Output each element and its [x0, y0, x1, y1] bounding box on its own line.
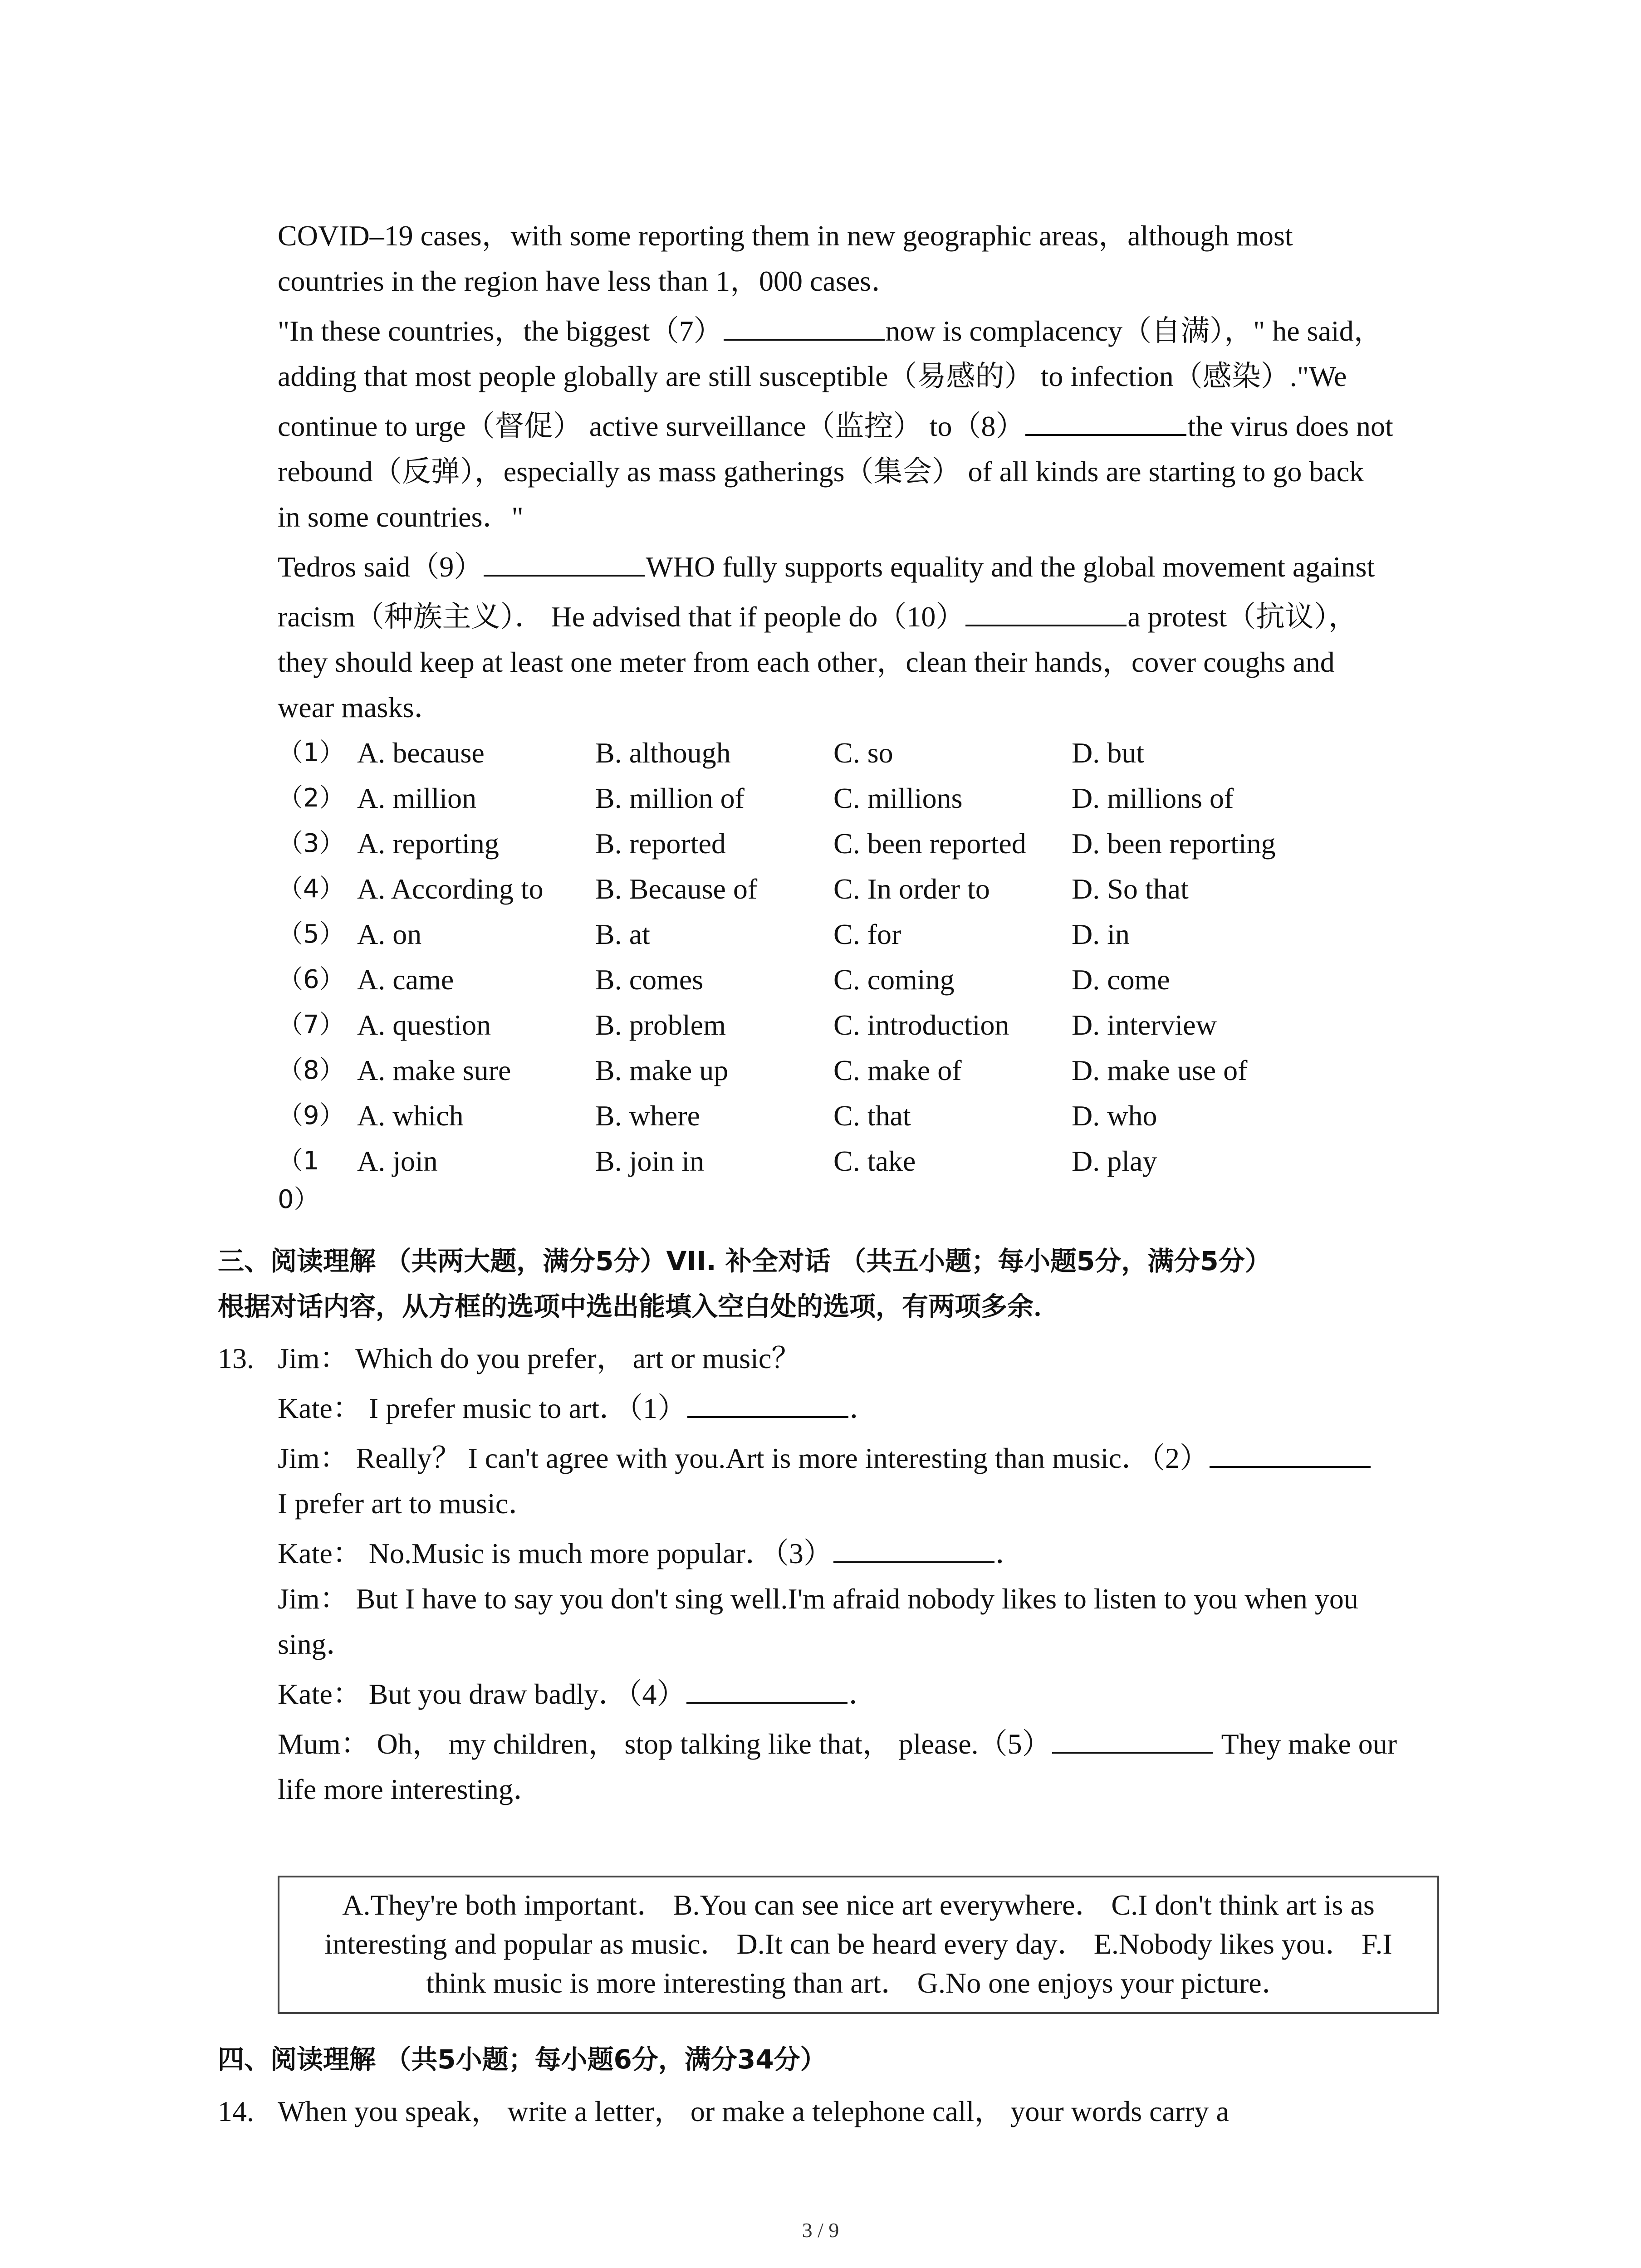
option-c[interactable]: C. make of [833, 1054, 962, 1086]
passage-line: Tedros said（9） WHO fully supports equality and the global movement against [278, 544, 1375, 590]
blank-9[interactable] [484, 549, 645, 577]
option-d[interactable]: D. been reporting [1072, 827, 1276, 860]
option-d[interactable]: D. come [1072, 963, 1170, 996]
option-c[interactable]: C. take [833, 1145, 916, 1177]
option-row: （9） A. which B. where C. that D. who [278, 1093, 1457, 1139]
dialogue-line: Kate： But you draw badly．（4） ． [278, 1672, 877, 1717]
passage-line: rebound（反弹），especially as mass gatherings（集会） of all kinds are starting to go back [278, 455, 1364, 488]
option-b[interactable]: B. at [595, 918, 650, 950]
option-a[interactable]: A. which [357, 1100, 464, 1132]
option-d[interactable]: D. So that [1072, 873, 1189, 905]
blank-7[interactable] [724, 313, 885, 341]
option-a[interactable]: A. because [357, 737, 485, 769]
option-c[interactable]: C. been reported [833, 827, 1026, 860]
passage-line: adding that most people globally are still susceptible（易感的） to infection（感染）."We [278, 360, 1347, 392]
option-a[interactable]: A. join [357, 1145, 438, 1177]
passage-line: in some countries．" [278, 501, 524, 533]
passage-line: continue to urge（督促） active surveillance（监控） to（8） the virus does not [278, 404, 1393, 449]
option-c[interactable]: C. for [833, 918, 901, 950]
blank-2[interactable] [1210, 1441, 1371, 1468]
blank-8[interactable] [1025, 409, 1186, 436]
blank-10[interactable] [965, 599, 1127, 626]
option-row: （6） A. came B. comes C. coming D. come [278, 957, 1457, 1002]
option-b[interactable]: B. join in [595, 1145, 705, 1177]
dialogue-line: Jim： But I have to say you don't sing well.I'm afraid nobody likes to listen to you when you [278, 1583, 1358, 1615]
blank-3[interactable] [833, 1536, 994, 1563]
option-c[interactable]: C. millions [833, 782, 963, 814]
option-d[interactable]: D. make use of [1072, 1054, 1248, 1086]
option-b[interactable]: B. although [595, 737, 731, 769]
option-b[interactable]: B. make up [595, 1054, 729, 1086]
option-b[interactable]: B. million of [595, 782, 745, 814]
question-text: When you speak， write a letter， or make a telephone call， your words carry a [278, 2095, 1229, 2127]
dialogue-line: sing． [278, 1628, 355, 1660]
question-number: 14. [218, 2095, 254, 2127]
passage-line: wear masks． [278, 691, 443, 723]
answer-options-box: A.They're both important． B.You can see nice art everywhere． C.I don't think art is as interesting and popular as music． D.It can be heard every day． E.Nobody likes you． F.I think music is more interesting than art． G.No one enjoys your picture． [278, 1876, 1439, 2014]
option-a[interactable]: A. make sure [357, 1054, 511, 1086]
option-row: （1 A. join B. join in C. take D. play [278, 1139, 1457, 1184]
option-b[interactable]: B. where [595, 1100, 700, 1132]
option-row: （8） A. make sure B. make up C. make of D. make use of [278, 1048, 1457, 1093]
blank-4[interactable] [686, 1677, 847, 1704]
dialogue-line: life more interesting． [278, 1773, 542, 1805]
option-a[interactable]: A. According to [357, 873, 544, 905]
option-d[interactable]: D. who [1072, 1100, 1157, 1132]
question-number: 13. [218, 1342, 254, 1374]
option-a[interactable]: A. million [357, 782, 477, 814]
page-number: 3 / 9 [802, 2219, 839, 2242]
option-c[interactable]: C. In order to [833, 873, 990, 905]
dialogue-line: Jim： Really？ I can't agree with you.Art is more interesting than music．（2） [278, 1436, 1372, 1481]
dialogue-line: Mum： Oh， my children， stop talking like that， please.（5） They make our [278, 1721, 1397, 1767]
option-a[interactable]: A. on [357, 918, 422, 950]
option-a[interactable]: A. came [357, 963, 454, 996]
dialogue-line: Kate： No.Music is much more popular．（3） ． [278, 1531, 1024, 1576]
dialogue-line: Kate： I prefer music to art．（1） ． [278, 1386, 878, 1431]
option-b[interactable]: B. problem [595, 1009, 726, 1041]
blank-5[interactable] [1052, 1726, 1213, 1754]
option-d[interactable]: D. interview [1072, 1009, 1217, 1041]
passage-line: "In these countries，the biggest（7） now is complacency（自满），" he said， [278, 308, 1383, 354]
option-c[interactable]: C. so [833, 737, 893, 769]
option-b[interactable]: B. reported [595, 827, 726, 860]
option-c[interactable]: C. that [833, 1100, 911, 1132]
option-row-wrap: 0） [278, 1185, 319, 1214]
option-a[interactable]: A. reporting [357, 827, 499, 860]
option-row: （1） A. because B. although C. so D. but [278, 730, 1457, 776]
passage-line: countries in the region have less than 1，000 cases． [278, 265, 901, 297]
option-row: （7） A. question B. problem C. introduction D. interview [278, 1002, 1457, 1048]
section-instruction: 根据对话内容，从方框的选项中选出能填入空白处的选项，有两项多余． [218, 1291, 1060, 1322]
option-row: （3） A. reporting B. reported C. been reported D. been reporting [278, 821, 1457, 866]
passage-line: racism（种族主义）． He advised that if people do（10） a protest（抗议）， [278, 594, 1357, 640]
option-c[interactable]: C. coming [833, 963, 955, 996]
option-b[interactable]: B. Because of [595, 873, 758, 905]
option-d[interactable]: D. play [1072, 1145, 1157, 1177]
passage-line: they should keep at least one meter from each other，clean their hands，cover coughs and [278, 646, 1335, 678]
section-heading: 三、阅读理解 （共两大题，满分5分）VII. 补全对话 （共五小题；每小题5分，满分5分） [218, 1246, 1271, 1276]
blank-1[interactable] [687, 1391, 848, 1418]
option-row: （4） A. According to B. Because of C. In order to D. So that [278, 866, 1457, 912]
option-d[interactable]: D. but [1072, 737, 1144, 769]
section-heading: 四、阅读理解 （共5小题；每小题6分，满分34分） [218, 2044, 827, 2075]
dialogue-line: I prefer art to music． [278, 1487, 538, 1520]
option-row: （5） A. on B. at C. for D. in [278, 912, 1457, 957]
option-d[interactable]: D. in [1072, 918, 1130, 950]
dialogue-line: Jim： Which do you prefer， art or music？ [278, 1342, 801, 1374]
option-row: （2） A. million B. million of C. millions D. millions of [278, 776, 1457, 821]
option-d[interactable]: D. millions of [1072, 782, 1234, 814]
option-c[interactable]: C. introduction [833, 1009, 1009, 1041]
passage-line: COVID–19 cases，with some reporting them in new geographic areas，although most [278, 220, 1293, 252]
option-a[interactable]: A. question [357, 1009, 491, 1041]
option-b[interactable]: B. comes [595, 963, 704, 996]
